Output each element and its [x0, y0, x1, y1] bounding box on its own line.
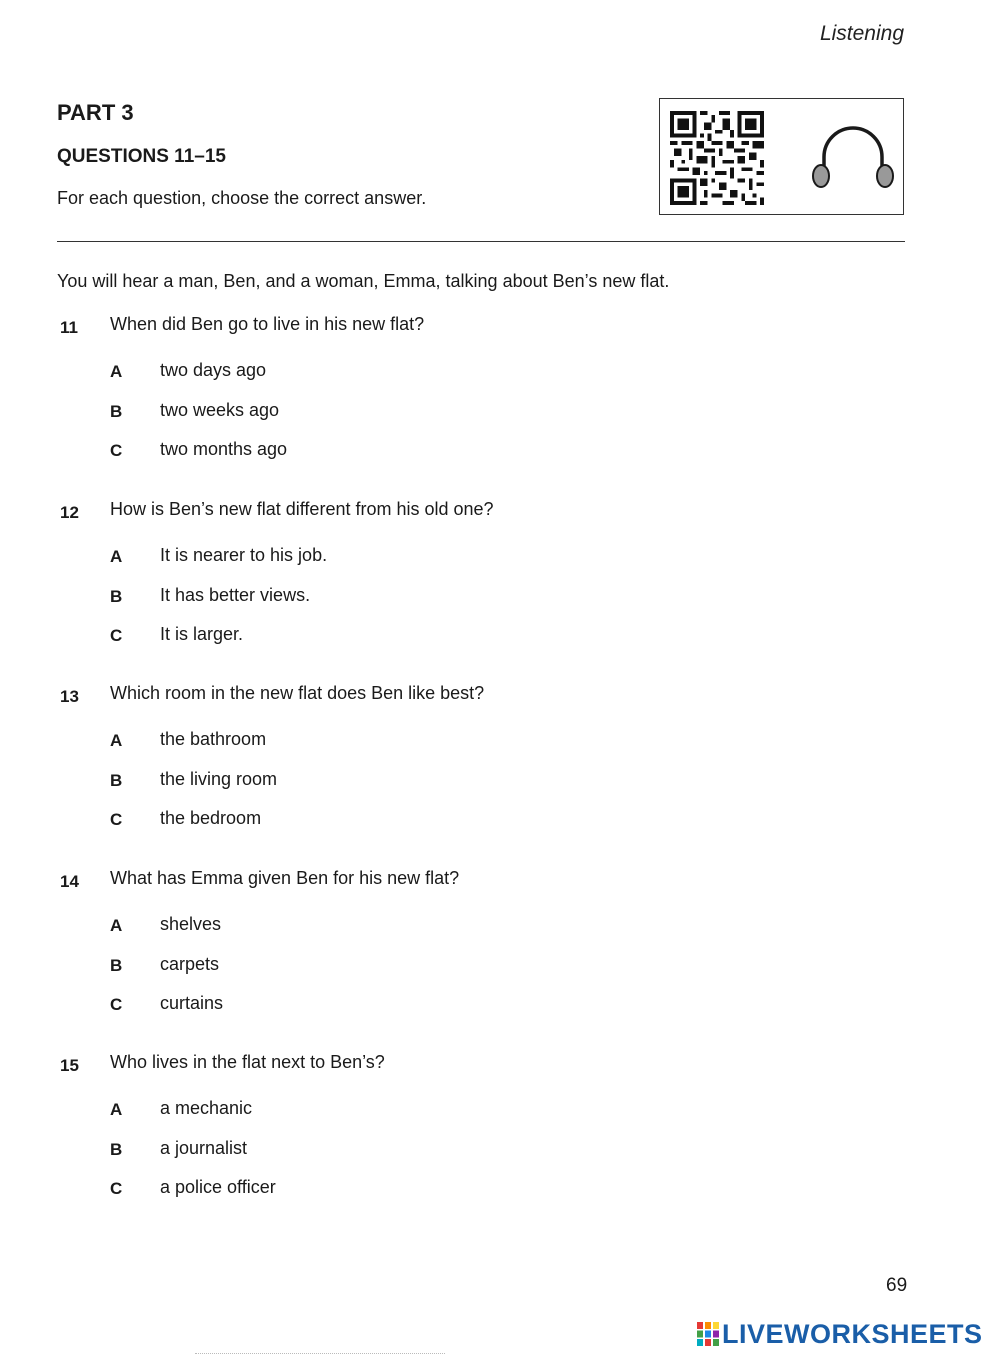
section-label: Listening [819, 22, 904, 45]
option-12-b[interactable] [57, 581, 917, 621]
brand-name: LIVEWORKSHEETS [722, 1318, 983, 1349]
option-letter: C [110, 995, 123, 1014]
option-13-b[interactable] [57, 765, 917, 805]
qr-code-icon[interactable] [670, 111, 764, 205]
option-11-a[interactable] [57, 356, 917, 396]
option-letter: B [110, 770, 123, 790]
option-text: the bedroom [160, 808, 262, 828]
option-text: two days ago [160, 360, 267, 380]
question-number: 12 [60, 503, 79, 522]
option-text: It is nearer to his job. [160, 545, 328, 565]
option-letter: B [110, 955, 123, 975]
option-text: It is larger. [160, 624, 244, 644]
option-11-c[interactable] [57, 435, 917, 475]
option-letter: A [110, 362, 123, 381]
option-text: a mechanic [160, 1098, 253, 1118]
option-letter: A [110, 1100, 123, 1119]
instruction-text: For each question, choose the correct answer. [57, 188, 427, 208]
option-letter: C [110, 441, 123, 460]
question-number: 14 [60, 872, 79, 891]
option-text: the bathroom [160, 729, 267, 749]
option-letter: C [110, 810, 123, 829]
option-text: the living room [160, 768, 278, 789]
question-text: When did Ben go to live in his new flat? [110, 314, 425, 334]
question-number: 13 [60, 687, 79, 706]
question-number: 15 [60, 1056, 79, 1075]
liveworksheets-brand[interactable] [697, 1318, 983, 1350]
option-letter: C [110, 626, 123, 645]
option-letter: A [110, 916, 123, 935]
option-text: shelves [160, 914, 222, 934]
option-13-c[interactable] [57, 804, 917, 844]
option-11-b[interactable] [57, 396, 917, 436]
liveworksheets-logo-icon [697, 1322, 719, 1346]
option-12-c[interactable] [57, 620, 917, 660]
intro-text: You will hear a man, Ben, and a woman, Emma, talking about Ben’s new flat. [57, 271, 670, 291]
question-number: 11 [60, 318, 78, 337]
questions-title: QUESTIONS 11–15 [57, 146, 226, 167]
question-text: Which room in the new flat does Ben like best? [110, 683, 485, 703]
option-text: two weeks ago [160, 399, 280, 420]
option-text: It has better views. [160, 584, 311, 605]
option-14-b[interactable] [57, 950, 917, 990]
question-15 [57, 1052, 917, 1213]
headphones-icon [808, 119, 898, 197]
option-text: a journalist [160, 1137, 248, 1158]
option-15-a[interactable] [57, 1094, 917, 1134]
page-number: 69 [886, 1275, 908, 1296]
option-letter: B [110, 1139, 123, 1159]
question-14 [57, 868, 917, 1029]
option-12-a[interactable] [57, 541, 917, 581]
question-13 [57, 683, 917, 844]
option-14-c[interactable] [57, 989, 917, 1029]
question-11 [57, 314, 917, 475]
question-text: How is Ben’s new flat different from his old one? [110, 499, 494, 519]
audio-box [659, 98, 904, 215]
part-title: PART 3 [57, 100, 134, 125]
option-14-a[interactable] [57, 910, 917, 950]
option-text: carpets [160, 953, 220, 974]
divider [57, 241, 905, 242]
option-text: two months ago [160, 439, 288, 459]
option-letter: A [110, 731, 123, 750]
question-text: What has Emma given Ben for his new flat? [110, 868, 460, 888]
option-text: curtains [160, 993, 224, 1013]
question-text: Who lives in the flat next to Ben’s? [110, 1052, 385, 1072]
question-12 [57, 499, 917, 660]
option-15-b[interactable] [57, 1134, 917, 1174]
option-13-a[interactable] [57, 725, 917, 765]
option-text: a police officer [160, 1177, 276, 1197]
option-15-c[interactable] [57, 1173, 917, 1213]
footer-divider [195, 1353, 445, 1354]
option-letter: B [110, 586, 123, 606]
option-letter: B [110, 401, 123, 421]
option-letter: A [110, 547, 123, 566]
option-letter: C [110, 1179, 123, 1198]
